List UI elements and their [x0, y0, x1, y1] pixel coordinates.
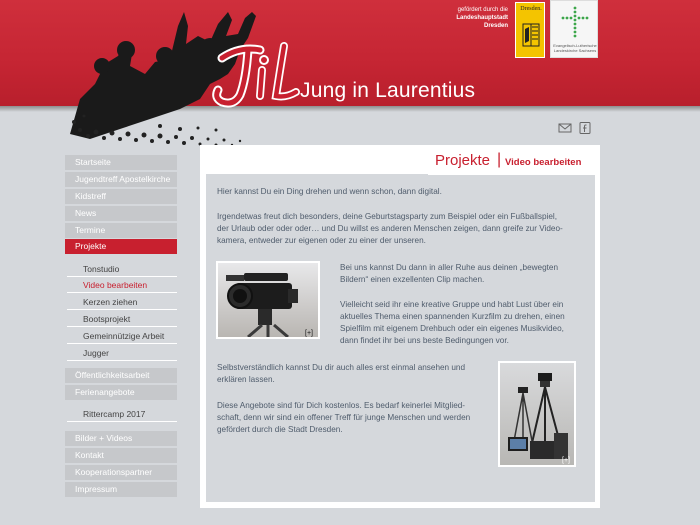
nav-item-news[interactable]: News — [65, 206, 177, 221]
paragraph-explain — [217, 362, 465, 386]
text-line: dann findet ihr bei uns beste Bedingungen vor. — [340, 336, 509, 345]
paragraph-group — [340, 299, 565, 347]
text-line: Bildern“ einen exzellenten Clip machen. — [340, 275, 485, 284]
paragraph-birthday — [217, 211, 563, 247]
nav-item-projekte[interactable]: Projekte — [65, 239, 177, 254]
nav-item-kooperationspartner[interactable]: Kooperationspartner — [65, 465, 177, 480]
page-title: Projekte — [435, 152, 491, 169]
mail-icon[interactable] — [558, 122, 572, 134]
dresden-badge[interactable] — [515, 2, 545, 58]
page-subtitle: Video bearbeiten — [505, 157, 582, 168]
facebook-icon[interactable] — [578, 122, 592, 134]
intro-line: Hier kannst Du ein Ding drehen und wenn schon, dann digital. — [217, 187, 442, 196]
nav-item-oeffentlichkeitsarbeit[interactable]: Öffentlichkeitsarbeit — [65, 368, 177, 383]
sub-item-video-bearbeiten[interactable]: Video bearbeiten — [67, 278, 177, 293]
sponsor-text — [430, 6, 508, 30]
nav-item-startseite[interactable]: Startseite — [65, 155, 177, 170]
text-line: schaft, denn wir sind ein offener Treff für junge Menschen und werden — [217, 413, 471, 422]
tripod-photo[interactable] — [498, 361, 576, 467]
text-line: erklären lassen. — [217, 375, 275, 384]
paragraph-free — [217, 400, 470, 436]
paragraph-intro — [217, 186, 442, 198]
sub-item-jugger[interactable]: Jugger — [67, 346, 177, 361]
text-line: Diese Angebote sind für Dich kostenlos. Es bedarf keinerlei Mitglied- — [217, 401, 466, 410]
nav-item-impressum[interactable]: Impressum — [65, 482, 177, 497]
nav-item-kontakt[interactable]: Kontakt — [65, 448, 177, 463]
sponsor-line-1: gefördert durch die — [457, 7, 508, 13]
sub-item-bootsprojekt[interactable]: Bootsprojekt — [67, 312, 177, 327]
text-line: gefördert durch die Stadt Dresden. — [217, 425, 343, 434]
dresden-badge-label: Dresden. — [520, 6, 542, 12]
text-line: aktuelles Thema einen spannenden Kurzfilm zu drehen, einen — [340, 312, 565, 321]
heading-separator: | — [497, 151, 502, 168]
church-cross-icon — [561, 5, 589, 39]
sponsor-line-3: Dresden — [483, 23, 508, 29]
paragraph-clip — [340, 262, 558, 286]
sponsor-line-2: Landeshauptstadt — [456, 15, 508, 21]
zoom-label[interactable]: [+] — [562, 457, 570, 464]
dresden-coat-of-arms-icon — [522, 23, 540, 49]
nav-item-termine[interactable]: Termine — [65, 223, 177, 238]
camcorder-image — [218, 263, 318, 337]
tripod-image — [500, 363, 574, 465]
nav-item-ferienangebote[interactable]: Ferienangebote — [65, 385, 177, 400]
text-line: Bei uns kannst Du dann in aller Ruhe aus deinen „bewegten — [340, 263, 559, 272]
site-title: Jung in Laurentius — [300, 79, 476, 102]
nav-item-bilder-videos[interactable]: Bilder + Videos — [65, 431, 177, 446]
sub-item-kerzen-ziehen[interactable]: Kerzen ziehen — [67, 295, 177, 310]
sub-item-rittercamp-2017[interactable]: Rittercamp 2017 — [67, 407, 177, 422]
nav-item-kidstreff[interactable]: Kidstreff — [65, 189, 177, 204]
text-line: Selbstverständlich kannst Du dir auch alles erst einmal ansehen und — [217, 363, 466, 372]
sub-item-gemeinnuetzige-arbeit[interactable]: Gemeinnützige Arbeit — [67, 329, 177, 344]
church-badge-label: Evangelisch-Lutherische Landeskirche Sachsens — [553, 43, 597, 53]
text-line: Irgendetwas freut dich besonders, deine Geburtstagsparty zum Beispiel oder ein Fußballspiel, — [217, 212, 557, 221]
camcorder-photo[interactable] — [216, 261, 320, 339]
nav-item-jugendtreff[interactable]: Jugendtreff Apostelkirche — [65, 172, 177, 187]
jil-logo — [200, 40, 310, 112]
zoom-label[interactable]: [+] — [305, 330, 313, 337]
text-line: der Urlaub oder oder oder… und Du willst es anderen Menschen zeigen, dann greife zur Video- — [217, 224, 563, 233]
content-heading — [428, 149, 596, 175]
sub-item-tonstudio[interactable]: Tonstudio — [67, 262, 177, 277]
text-line: kamera, entweder zur eigenen oder zu einer der unseren. — [217, 236, 426, 245]
text-line: Spielfilm mit eigenem Drehbuch oder ein eigenes Musikvideo, — [340, 324, 564, 333]
church-badge[interactable] — [550, 0, 598, 58]
text-line: Vielleicht seid ihr eine kreative Gruppe und habt Lust über ein — [340, 300, 564, 309]
